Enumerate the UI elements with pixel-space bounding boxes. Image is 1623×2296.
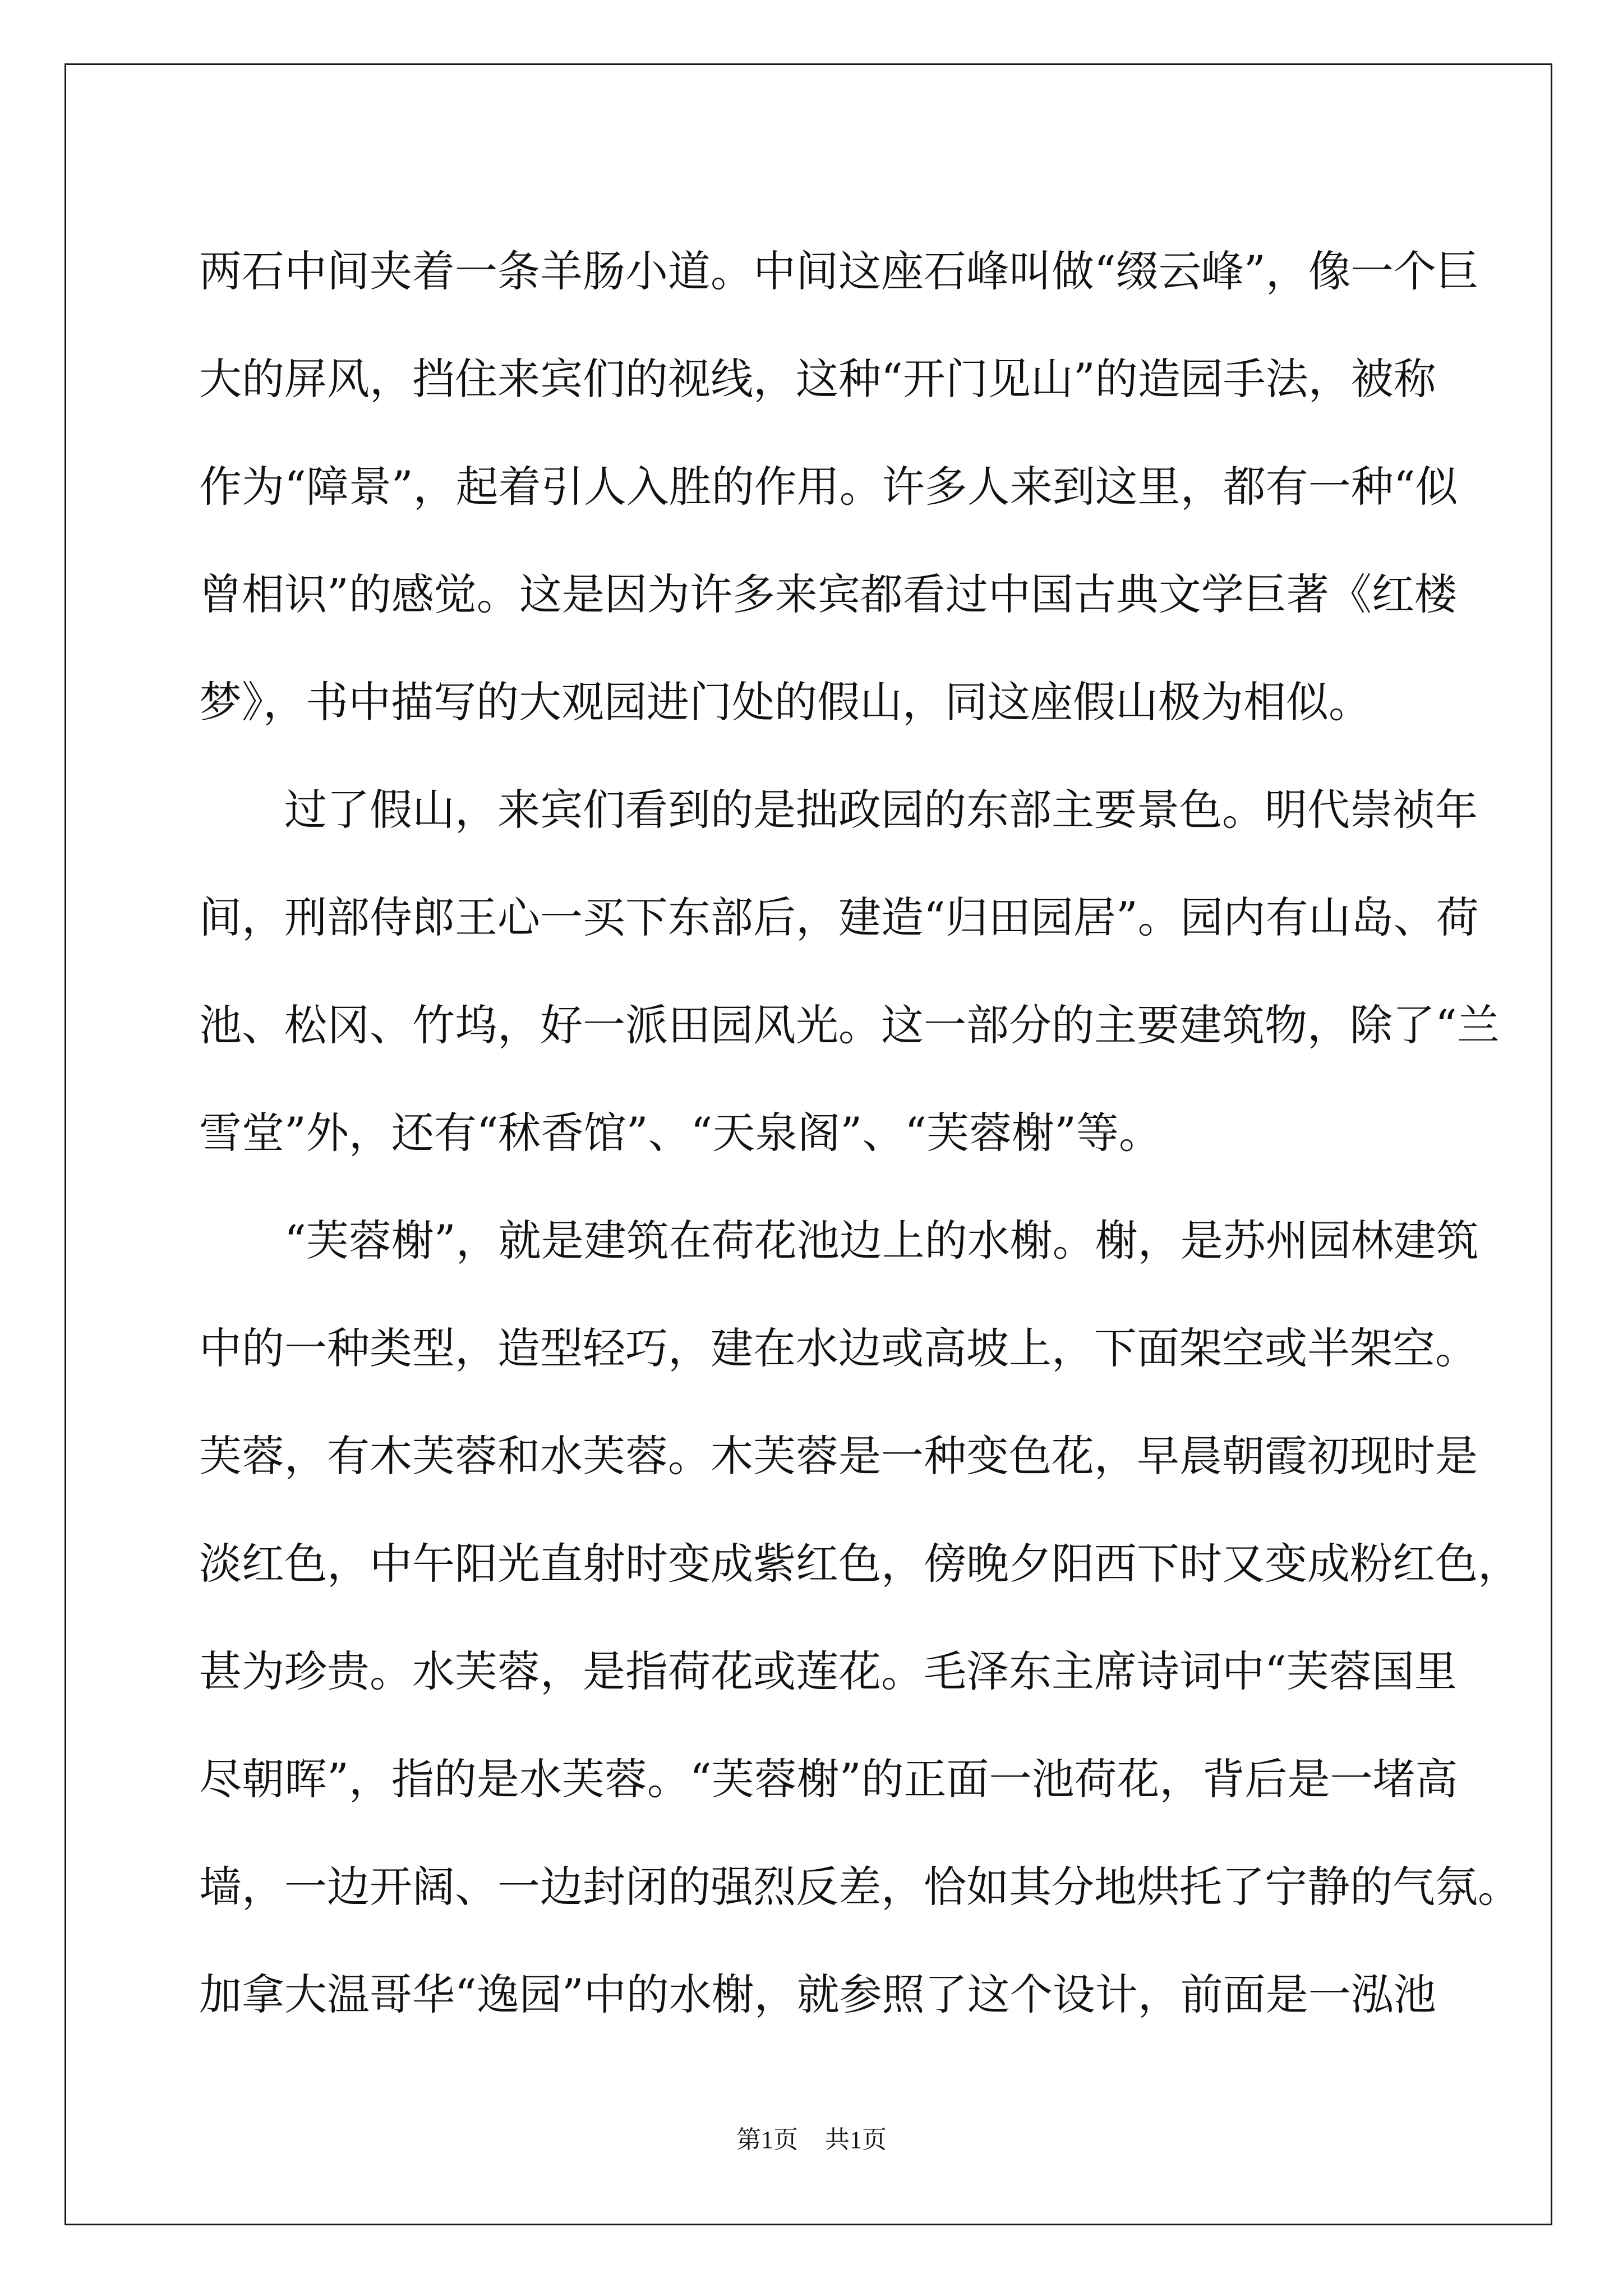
text-line: 大的屏风，挡住来宾们的视线，这种“开门见山”的造园手法，被称 — [199, 354, 1436, 404]
text-line: 中的一种类型，造型轻巧，建在水边或高坡上，下面架空或半架空。 — [199, 1323, 1478, 1373]
text-line: 梦》，书中描写的大观园进门处的假山，同这座假山极为相似。 — [199, 677, 1371, 727]
text-line: 淡红色，中午阳光直射时变成紫红色，傍晚夕阳西下时又变成粉红色， — [199, 1539, 1520, 1589]
text-line: 间，刑部侍郎王心一买下东部后，建造“归田园居”。园内有山岛、荷 — [199, 892, 1479, 942]
text-line: 曾相识”的感觉。这是因为许多来宾都看过中国古典文学巨著《红楼 — [199, 569, 1457, 619]
text-line: 加拿大温哥华“逸园”中的水榭，就参照了这个设计，前面是一泓池 — [199, 1970, 1436, 2019]
page-footer — [0, 2123, 1623, 2157]
page-number: 第1页 — [736, 2126, 798, 2154]
page-total: 共1页 — [825, 2126, 887, 2154]
document-body — [199, 218, 1520, 2049]
text-line: 墙，一边开阔、一边封闭的强烈反差，恰如其分地烘托了宁静的气氛。 — [199, 1862, 1520, 1912]
text-line: 尽朝晖”，指的是水芙蓉。“芙蓉榭”的正面一池荷花，背后是一堵高 — [199, 1754, 1458, 1804]
text-line: “芙蓉榭”，就是建筑在荷花池边上的水榭。榭，是苏州园林建筑 — [284, 1216, 1479, 1266]
text-line: 池、松冈、竹坞，好一派田园风光。这一部分的主要建筑物，除了“兰 — [199, 1000, 1500, 1050]
text-line: 两石中间夹着一条羊肠小道。中间这座石峰叫做“缀云峰”，像一个巨 — [199, 246, 1479, 296]
text-line: 作为“障景”，起着引人入胜的作用。许多人来到这里，都有一种“似 — [199, 462, 1458, 512]
text-line: 甚为珍贵。水芙蓉，是指荷花或莲花。毛泽东主席诗词中“芙蓉国里 — [199, 1646, 1457, 1696]
text-line: 芙蓉，有木芙蓉和水芙蓉。木芙蓉是一种变色花，早晨朝霞初现时是 — [199, 1431, 1478, 1481]
text-line: 雪堂”外，还有“秫香馆”、“天泉阁”、“芙蓉榭”等。 — [199, 1108, 1161, 1158]
text-line: 过了假山，来宾们看到的是拙政园的东部主要景色。明代崇祯年 — [284, 785, 1478, 835]
